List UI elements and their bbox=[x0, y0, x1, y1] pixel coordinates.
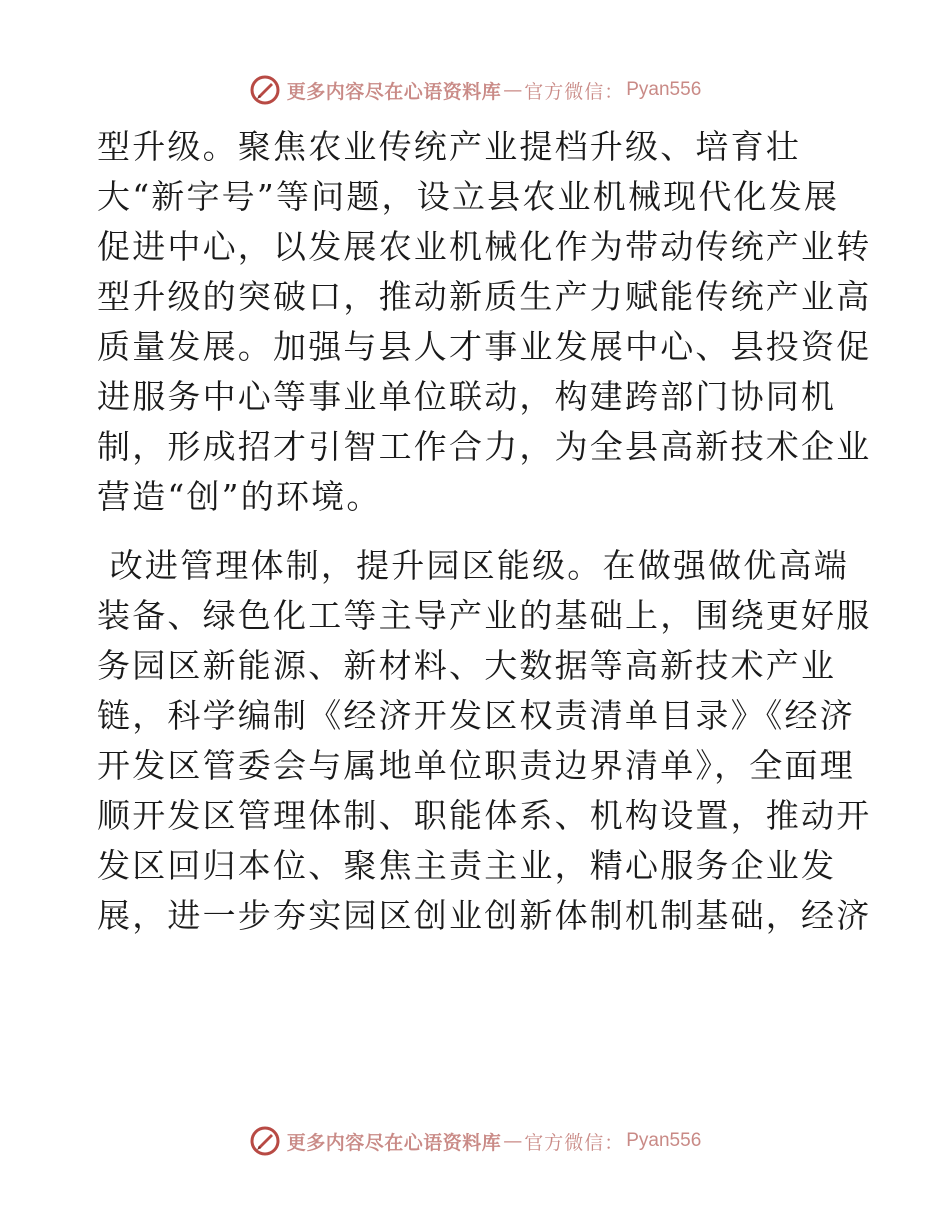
text-line: 装备、绿色化工等主导产业的基础上，围绕更好服 bbox=[97, 596, 872, 635]
paragraph-1 bbox=[97, 122, 872, 522]
text-line: 质量发展。加强与县人才事业发展中心、县投资促 bbox=[97, 327, 872, 366]
text-line: 营造“创”的环境。 bbox=[97, 477, 382, 516]
quill-logo-icon bbox=[249, 74, 281, 106]
text-line: 大“新字号”等问题，设立县农业机械现代化发展 bbox=[97, 177, 840, 216]
text-line: 发区回归本位、聚焦主责主业，精心服务企业发 bbox=[97, 846, 837, 885]
text-line: 开发区管委会与属地单位职责边界清单》，全面理 bbox=[97, 746, 855, 785]
banner-dash: — bbox=[503, 1130, 523, 1152]
text-line: 制，形成招才引智工作合力，为全县高新技术企业 bbox=[97, 427, 872, 466]
banner-wechat-label: 官方微信： bbox=[524, 80, 625, 103]
header-banner bbox=[0, 70, 950, 110]
quill-logo-icon bbox=[249, 1125, 281, 1157]
banner-wechat-id: Pyan556 bbox=[626, 79, 702, 100]
footer-banner bbox=[0, 1121, 950, 1161]
text-line: 顺开发区管理体制、职能体系、机构设置，推动开 bbox=[97, 796, 872, 835]
text-line: 务园区新能源、新材料、大数据等高新技术产业 bbox=[97, 646, 837, 685]
text-line: 改进管理体制，提升园区能级。在做强做优高端 bbox=[97, 546, 849, 585]
text-line: 型升级的突破口，推动新质生产力赋能传统产业高 bbox=[97, 277, 872, 316]
text-line: 展，进一步夯实园区创业创新体制机制基础，经济 bbox=[97, 896, 872, 935]
banner-dash: — bbox=[503, 79, 523, 101]
text-line: 进服务中心等事业单位联动，构建跨部门协同机 bbox=[97, 377, 837, 416]
text-line: 促进中心，以发展农业机械化作为带动传统产业转 bbox=[97, 227, 872, 266]
paragraph-gap bbox=[97, 522, 857, 541]
banner-wechat-label: 官方微信： bbox=[524, 1131, 625, 1154]
text-line: 型升级。聚焦农业传统产业提档升级、培育壮 bbox=[97, 127, 801, 166]
banner-slogan: 更多内容尽在心语资料库 bbox=[286, 80, 502, 103]
paragraph-2 bbox=[97, 541, 872, 941]
text-line: 链，科学编制《经济开发区权责清单目录》《经济 bbox=[97, 696, 855, 735]
banner-wechat-id: Pyan556 bbox=[626, 1130, 702, 1151]
banner-slogan: 更多内容尽在心语资料库 bbox=[286, 1131, 502, 1154]
document-body bbox=[97, 122, 872, 941]
